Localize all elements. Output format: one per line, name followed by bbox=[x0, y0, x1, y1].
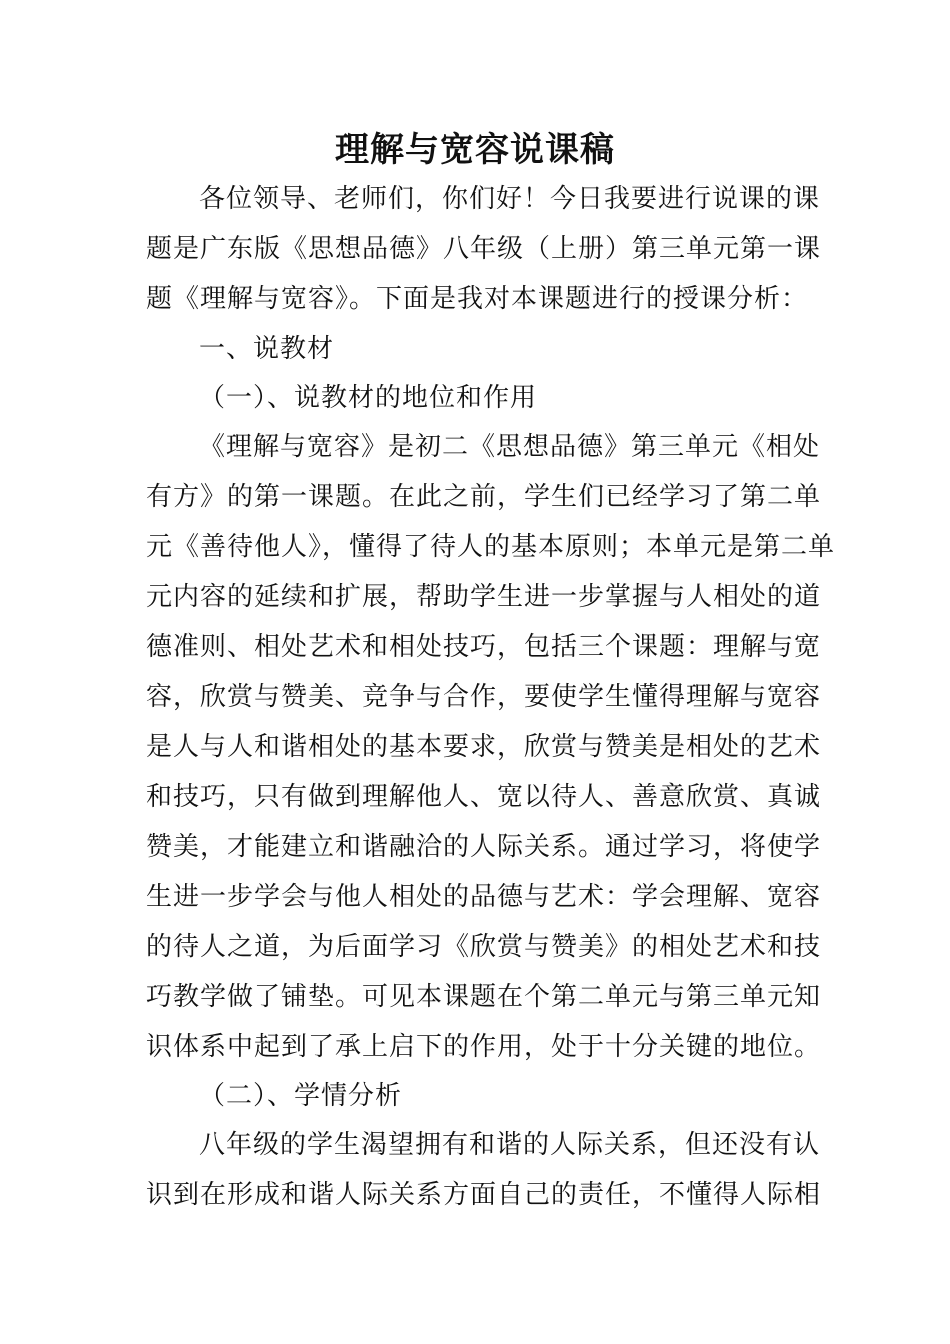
paragraph-line: 的待人之道，为后面学习《欣赏与赞美》的相处艺术和技 bbox=[146, 932, 822, 962]
paragraph-line: 识到在形成和谐人际关系方面自己的责任，不懂得人际相 bbox=[146, 1180, 822, 1210]
subsection-heading: （二）、学情分析 bbox=[199, 1081, 403, 1111]
paragraph-line: 巧教学做了铺垫。可见本课题在个第二单元与第三单元知 bbox=[146, 982, 822, 1012]
paragraph-line: 各位领导、老师们，你们好！今日我要进行说课的课 bbox=[199, 184, 821, 214]
section-heading: 一、说教材 bbox=[199, 334, 335, 364]
paragraph-line: 和技巧，只有做到理解他人、宽以待人、善意欣赏、真诚 bbox=[146, 782, 822, 812]
paragraph-line: 识体系中起到了承上启下的作用，处于十分关键的地位。 bbox=[146, 1032, 822, 1062]
paragraph-line: 题《理解与宽容》。下面是我对本课题进行的授课分析： bbox=[146, 284, 809, 314]
paragraph-line: 八年级的学生渴望拥有和谐的人际关系，但还没有认 bbox=[199, 1130, 821, 1160]
paragraph-line: 《理解与宽容》是初二《思想品德》第三单元《相处 bbox=[199, 432, 821, 462]
paragraph-line: 元内容的延续和扩展，帮助学生进一步掌握与人相处的道 bbox=[146, 582, 822, 612]
paragraph-line: 题是广东版《思想品德》八年级（上册）第三单元第一课 bbox=[146, 234, 822, 264]
document-title: 理解与宽容说课稿 bbox=[335, 130, 615, 170]
paragraph-line: 德准则、相处艺术和相处技巧，包括三个课题：理解与宽 bbox=[146, 632, 822, 662]
subsection-heading: （一）、说教材的地位和作用 bbox=[199, 383, 538, 413]
paragraph-line: 容，欣赏与赞美、竞争与合作，要使学生懂得理解与宽容 bbox=[146, 682, 822, 712]
paragraph-line: 赞美，才能建立和谐融洽的人际关系。通过学习，将使学 bbox=[146, 832, 822, 862]
paragraph-line: 生进一步学会与他人相处的品德与艺术：学会理解、宽容 bbox=[146, 882, 822, 912]
paragraph-line: 元《善待他人》，懂得了待人的基本原则；本单元是第二单 bbox=[146, 532, 836, 562]
paragraph-line: 是人与人和谐相处的基本要求，欣赏与赞美是相处的艺术 bbox=[146, 732, 822, 762]
paragraph-line: 有方》的第一课题。在此之前，学生们已经学习了第二单 bbox=[146, 482, 822, 512]
